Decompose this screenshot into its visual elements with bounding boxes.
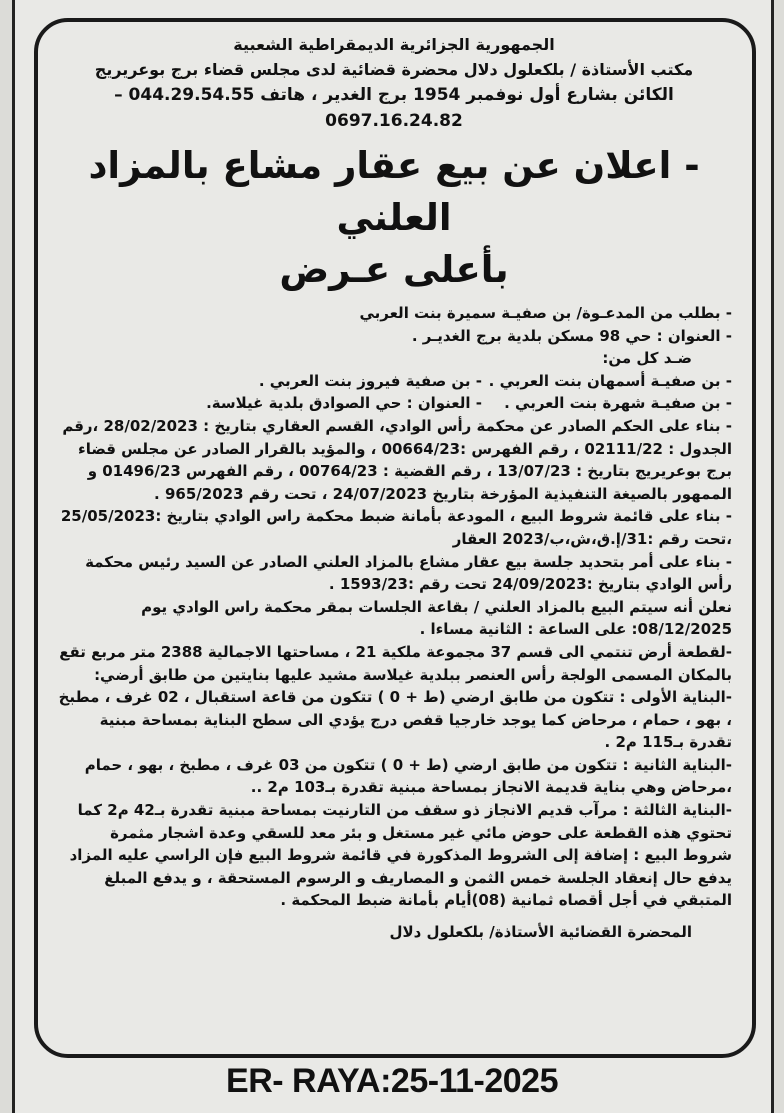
paragraph-sale-conditions: - بناء على قائمة شروط البيع ، المودعة بأمانة ضبط محكمة راس الوادي بتاريخ :25/05/2023 ،تحت رقم :31/إ.ق،ش،ب/2023 العقار bbox=[60, 507, 732, 548]
paragraph-hearing-order: - بناء على أمر بتحديد جلسة بيع عقار مشاع بالمزاد العلني الصادر عن السيد رئيس محكمة رأس الوادي بتاريخ :24/09/2023 تحت رقم :1593/23 . bbox=[85, 552, 732, 594]
defendants-row-2 bbox=[56, 392, 732, 415]
requester-line: - بطلب من المدعـوة/ بن صفيـة سميرة بنت العربي bbox=[359, 304, 732, 322]
paragraph-building-1: -البناية الأولى : تتكون من طابق ارضي (ط + 0 ) تتكون من قاعة استقبال ، 02 غرف ، مطبخ ، بهو ، حمام ، مرحاض كما يوجد خارجيا قفص درج يؤدي الى سطح البناية بمساحة مبنية تقدرة بـ115 م2 . bbox=[58, 688, 732, 752]
publication-footer: ER- RAYA:25-11-2025 bbox=[226, 1062, 558, 1100]
paragraph-sale-terms: شروط البيع : إضافة إلى الشروط المذكورة في قائمة شروط البيع فإن الراسي عليه المزاد يدفع حال إنعقاد الجلسة خمس الثمن و المصاريف و الرسوم المستحقة ، و يدفع المبلغ المتبقي في أجل أقصاه ثمانية (08)أيام بأمانة ضبط المحكمة . bbox=[69, 846, 732, 910]
notice-title: - اعلان عن بيع عقار مشاع بالمزاد العلني bbox=[88, 144, 700, 239]
requester-address: - العنوان : حي 98 مسكن بلدية برج الغديـر . bbox=[411, 326, 732, 345]
header-address: الكائن بشارع أول نوفمبر 1954 برج الغدير ، هاتف 044.29.54.55 – 0697.16.24.82 bbox=[114, 85, 674, 131]
adjacent-column-edge-left bbox=[0, 0, 15, 1113]
defendant-1: - بن صفيـة أسمهان بنت العربي . bbox=[488, 371, 732, 390]
notice-subtitle: بأعلى عـرض bbox=[279, 248, 509, 291]
signature: المحضرة القضائية الأستاذة/ بلكعلول دلال bbox=[389, 923, 692, 942]
paragraph-auction-date: نعلن أنه سيتم البيع بالمزاد العلني / بقاعة الجلسات بمقر محكمة راس الوادي يوم 08/12/2025: على الساعة : الثانية مساءا . bbox=[141, 597, 732, 639]
against-label: ضـد كل من: bbox=[602, 349, 692, 368]
header-office: مكتب الأستاذة / بلكعلول دلال محضرة قضائية لدى مجلس قضاء برج بوعريريج bbox=[94, 60, 694, 79]
paragraph-judgment: - بناء على الحكم الصادر عن محكمة رأس الوادي، القسم العقاري بتاريخ : 28/02/2023 ،رقم الجدول : 02111/22 ، رقم الفهرس :00664/23 ، والمؤيد بالقرار الصادر عن مجلس قضاء برج بوعريريج بتاريخ : 13/07/23 ، رقم القضية : 00764/23 ، رقم الفهرس 01496/23 و الممهور بالصيغة التنفيذية المؤرخة بتاريخ 24/07/2023 ، تحت رقم 965/2023 . bbox=[62, 416, 732, 503]
defendant-2: - بن صفية فيروز بنت العربي . bbox=[258, 371, 482, 390]
adjacent-column-edge-right bbox=[771, 0, 784, 1113]
header-republic: الجمهورية الجزائرية الديمقراطية الشعبية bbox=[233, 35, 555, 54]
defendants-row-1 bbox=[56, 370, 732, 393]
paragraph-land-plot: -لقطعة أرض تنتمي الى قسم 37 مجموعة ملكية 21 ، مساحتها الاجمالية 2388 متر مربع تقع بالمكان المسمى الولجة رأس العنصر ببلدية غيلاسة مشيد عليها بنايتين من طابق أرضي: bbox=[59, 642, 732, 684]
paragraph-building-2: -البناية الثانية : تتكون من طابق ارضي (ط + 0 ) تتكون من 03 غرف ، مطبخ ، بهو ، حمام ،مرحاض وهي بناية قديمة الانجاز بمساحة مبنية تقدرة بـ103 م2 .. bbox=[84, 755, 732, 797]
notice-content bbox=[56, 32, 732, 944]
notice-frame bbox=[34, 18, 756, 1058]
defendants-address: - العنوان : حي الصوادق بلدية غيلاسة. bbox=[206, 394, 482, 413]
paragraph-building-3: -البناية الثالثة : مرآب قديم الانجاز ذو سقف من التارنيت بمساحة مبنية تقدرة بـ42 م2 كما تحتوي هذه القطعة على حوض مائي غير مستغل و بئر معد للسقي وعدة اشجار مثمرة bbox=[77, 801, 732, 842]
defendant-3: - بن صفيـة شهرة بنت العربي . bbox=[504, 394, 732, 413]
